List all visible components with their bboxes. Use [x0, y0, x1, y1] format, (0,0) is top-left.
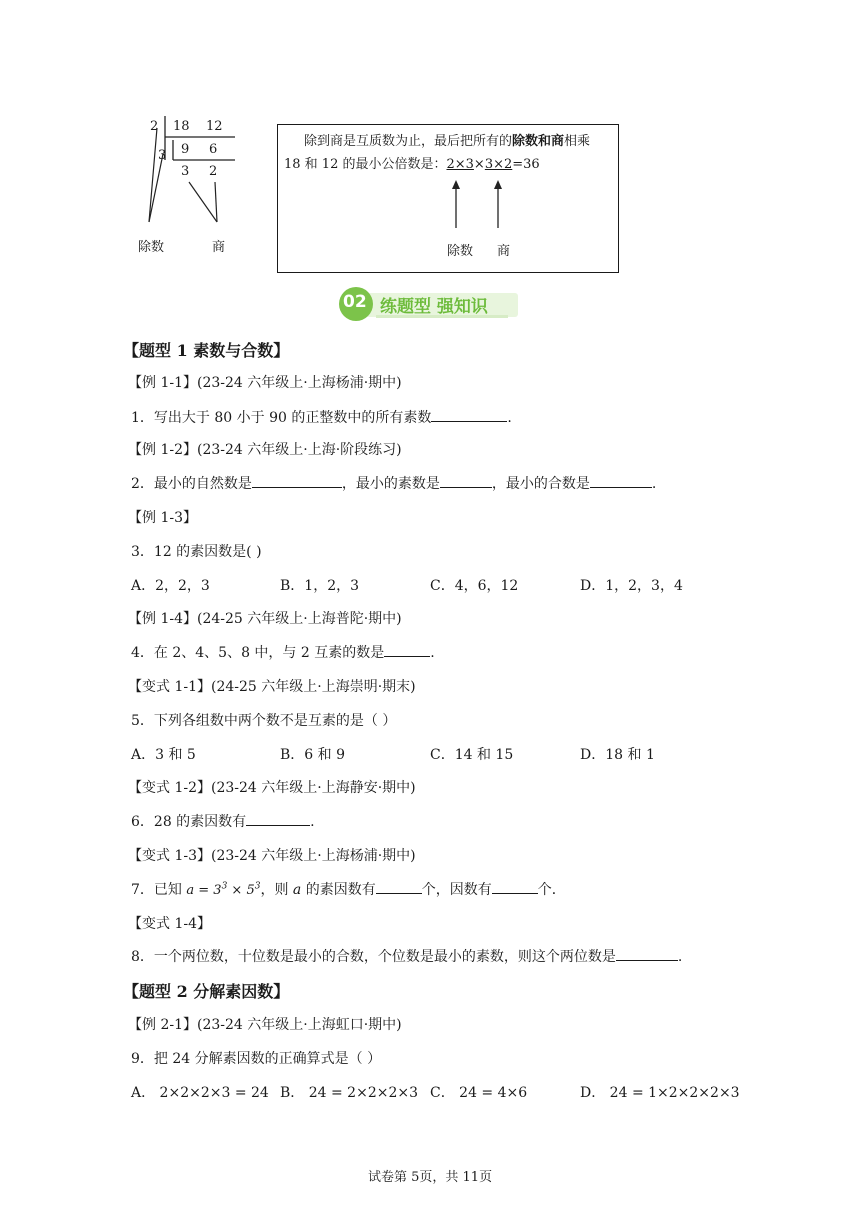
banner-title: 练题型 强知识 — [380, 297, 488, 317]
box-line-2-times: × — [473, 157, 485, 172]
question-8: 8．一个两位数，十位数是最小的合数，个位数是最小的素数，则这个两位数是 . — [131, 946, 682, 966]
diagram-label-quotient: 商 — [212, 240, 226, 255]
box-line-2-quotients: 3×2 — [484, 157, 513, 172]
question-8-text: 8．一个两位数，十位数是最小的合数，个位数是最小的素数，则这个两位数是 — [131, 949, 616, 965]
example-1-3: 【例 1-3】 — [128, 510, 197, 526]
division-result-2: 2 — [209, 164, 218, 179]
example-1-4: 【例 1-4】(24-25 六年级上·上海普陀·期中) — [128, 611, 402, 627]
question-7 — [131, 879, 566, 899]
answer-blank[interactable] — [590, 473, 652, 488]
variant-1-2: 【变式 1-2】(23-24 六年级上·上海静安·期中) — [128, 780, 416, 796]
arrow-up-icon — [491, 180, 505, 230]
answer-blank[interactable] — [384, 642, 430, 657]
variant-1-3: 【变式 1-3】(23-24 六年级上·上海杨浦·期中) — [128, 848, 416, 864]
question-1: 1．写出大于 80 小于 90 的正整数中的所有素数 . — [131, 407, 512, 427]
diagram-label-divisor: 除数 — [138, 240, 165, 255]
question-3-option-c[interactable]: C．4，6，12 — [430, 578, 519, 594]
question-7-part-d: 个，因数有 — [421, 882, 492, 898]
question-5: 5．下列各组数中两个数不是互素的是（ ） — [131, 713, 397, 729]
box-line-2-text: 18 和 12 的最小公倍数是： — [284, 157, 447, 172]
question-5-option-d[interactable]: D．18 和 1 — [580, 747, 655, 763]
question-7-part-c: 的素因数有 — [305, 882, 376, 898]
question-7-variable: a — [292, 882, 302, 898]
answer-blank[interactable] — [376, 879, 422, 894]
question-7-formula: $a = 3^3 \times 5^3$ — [186, 881, 261, 898]
box-label-divisor: 除数 — [447, 244, 474, 259]
question-7-part-a: 7．已知 — [131, 882, 182, 898]
box-line-1-text: 除到商是互质数为止，最后把所有的 — [304, 134, 513, 149]
answer-blank[interactable] — [492, 879, 538, 894]
division-quotient-6: 6 — [209, 142, 218, 157]
question-5-option-a[interactable]: A．3 和 5 — [131, 747, 196, 763]
question-2-part-c: ，最小的合数是 — [491, 476, 590, 492]
box-line-2 — [284, 153, 540, 172]
answer-blank[interactable] — [431, 407, 507, 422]
answer-blank[interactable] — [440, 473, 492, 488]
question-3-option-d[interactable]: D．1，2，3，4 — [580, 578, 683, 594]
question-3: 3．12 的素因数是( ) — [131, 544, 262, 560]
page-footer: 试卷第 5页，共 11页 — [368, 1170, 493, 1185]
question-2-part-a: 2．最小的自然数是 — [131, 476, 252, 492]
question-3-option-b[interactable]: B．1，2，3 — [280, 578, 360, 594]
section-title-2: 【题型 2 分解素因数】 — [123, 982, 290, 1001]
banner-number: 02 — [343, 292, 367, 312]
section-title-1: 【题型 1 素数与合数】 — [123, 341, 290, 360]
box-line-1-end: 相乘 — [564, 134, 591, 149]
box-line-2-divisors: 2×3 — [446, 157, 474, 172]
division-number-12: 12 — [206, 119, 223, 134]
question-9: 9．把 24 分解素因数的正确算式是（ ） — [131, 1051, 382, 1067]
division-divisor-2: 3 — [158, 148, 167, 163]
example-1-1: 【例 1-1】(23-24 六年级上·上海杨浦·期中) — [128, 375, 402, 391]
division-divisor-1: 2 — [150, 119, 159, 134]
answer-blank[interactable] — [246, 811, 310, 826]
question-4: 4．在 2、4、5、8 中，与 2 互素的数是 . — [131, 642, 435, 662]
division-result-3: 3 — [181, 164, 190, 179]
question-7-part-e: 个． — [537, 882, 566, 898]
question-9-option-a[interactable]: A． 2×2×2×3 = 24 — [131, 1085, 269, 1101]
question-9-option-c[interactable]: C． 24 = 4×6 — [430, 1085, 528, 1101]
question-4-text: 4．在 2、4、5、8 中，与 2 互素的数是 — [131, 645, 385, 661]
box-line-2-result: =36 — [512, 157, 540, 172]
question-7-part-b: ，则 — [260, 882, 289, 898]
question-5-option-b[interactable]: B．6 和 9 — [280, 747, 346, 763]
question-1-text: 1．写出大于 80 小于 90 的正整数中的所有素数 — [131, 410, 432, 426]
answer-blank[interactable] — [252, 473, 342, 488]
question-6-text: 6．28 的素因数有 — [131, 814, 247, 830]
arrow-up-icon — [449, 180, 463, 230]
example-1-2: 【例 1-2】(23-24 六年级上·上海·阶段练习) — [128, 442, 402, 458]
answer-blank[interactable] — [616, 946, 678, 961]
variant-1-4: 【变式 1-4】 — [128, 916, 211, 932]
question-9-option-b[interactable]: B． 24 = 2×2×2×3 — [280, 1085, 419, 1101]
question-2-part-b: ，最小的素数是 — [341, 476, 440, 492]
question-2: 2．最小的自然数是 ，最小的素数是 ，最小的合数是 . — [131, 473, 656, 493]
box-label-quotient: 商 — [497, 244, 511, 259]
question-3-option-a[interactable]: A．2，2，3 — [131, 578, 210, 594]
box-line-1-bold: 除数和商 — [512, 134, 565, 149]
box-line-1 — [304, 130, 590, 149]
question-6: 6．28 的素因数有 . — [131, 811, 315, 831]
division-quotient-9: 9 — [181, 142, 190, 157]
question-9-option-d[interactable]: D． 24 = 1×2×2×2×3 — [580, 1085, 740, 1101]
question-5-option-c[interactable]: C．14 和 15 — [430, 747, 514, 763]
example-2-1: 【例 2-1】(23-24 六年级上·上海虹口·期中) — [128, 1017, 402, 1033]
variant-1-1: 【变式 1-1】(24-25 六年级上·上海崇明·期末) — [128, 679, 416, 695]
division-number-18: 18 — [173, 119, 190, 134]
